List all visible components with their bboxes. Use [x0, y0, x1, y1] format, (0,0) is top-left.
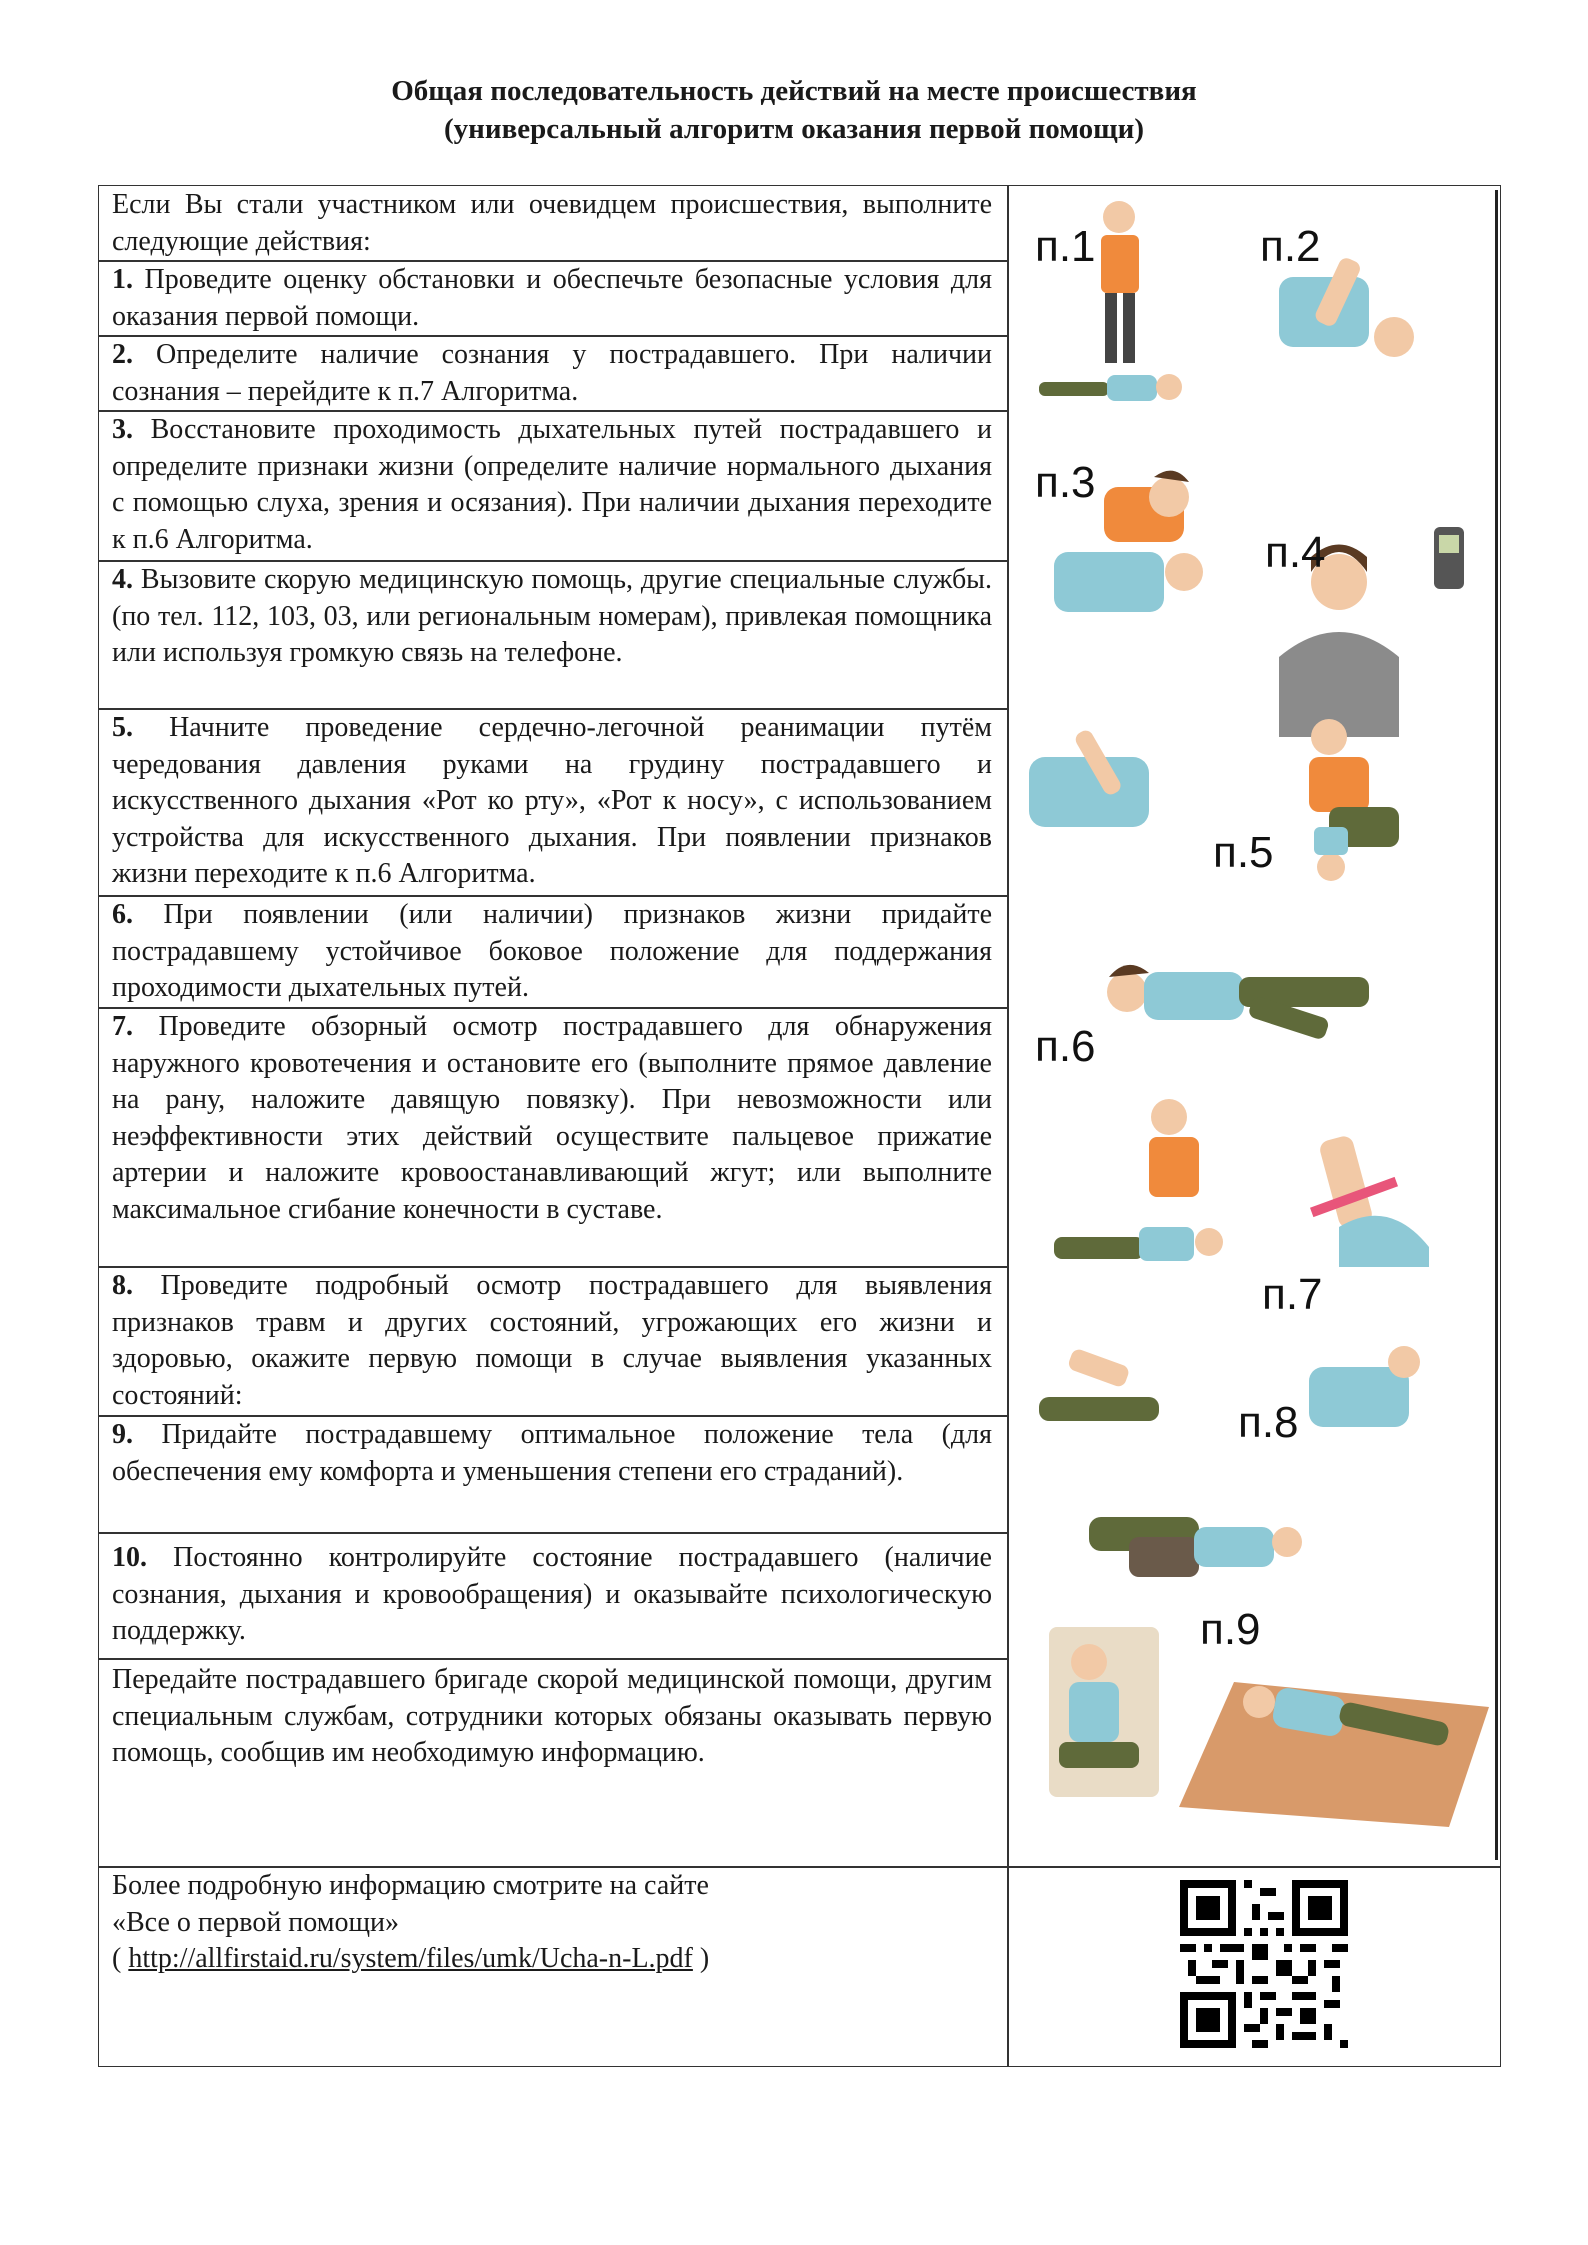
step-text: Постоянно контролируйте состояние пострадавшего (наличие сознания, дыхания и кровообращения) и оказывайте психологическую поддержку. — [112, 1542, 992, 1646]
step-text: При появлении (или наличии) признаков жизни придайте пострадавшему устойчивое боковое положение для поддержания проходимости дыхательных путей. — [112, 899, 992, 1003]
step-10 — [112, 1540, 992, 1650]
step-number: 6. — [112, 899, 133, 930]
step-3 — [112, 412, 992, 558]
picture-label-3: п.3 — [1035, 458, 1096, 507]
picture-label-2: п.2 — [1260, 222, 1321, 271]
more-info-line-1: Более подробную информацию смотрите на сайте — [112, 1870, 709, 1901]
page-title — [0, 72, 1588, 148]
step-text: Вызовите скорую медицинскую помощь, другие специальные службы. (по тел. 112, 103, 03, или региональным номерам), привлекая помощника или используя громкую связь на телефоне. — [112, 564, 992, 668]
step-text: Проведите обзорный осмотр пострадавшего для обнаружения наружного кровотечения и остановите его (выполните прямое давление на рану, наложите давящую повязку). При невозможности или неэффективности этих действий осуществите пальцевое прижатие артерии и наложите кровоостанавливающий жгут; или выполните максимальное сгибание конечности в суставе. — [112, 1011, 992, 1225]
page-title-line-2: (универсальный алгоритм оказания первой помощи) — [444, 113, 1144, 145]
step-7 — [112, 1009, 992, 1228]
step-number: 4. — [112, 564, 133, 595]
step-text: Определите наличие сознания у пострадавшего. При наличии сознания – перейдите к п.7 Алгоритма. — [112, 339, 992, 407]
step-number: 5. — [112, 712, 133, 743]
person-figure-illustration — [1054, 1099, 1429, 1267]
step-number: 2. — [112, 339, 133, 370]
step-number: 8. — [112, 1270, 133, 1301]
picture-label-1: п.1 — [1035, 222, 1096, 271]
picture-label-7: п.7 — [1262, 1270, 1323, 1319]
more-info-line-3 — [112, 1941, 992, 1978]
person-figure-illustration — [1049, 1517, 1489, 1827]
step-2 — [112, 337, 992, 410]
more-info — [112, 1868, 992, 1978]
picture-label-6: п.6 — [1035, 1022, 1096, 1071]
more-info-line-2: «Все о первой помощи» — [112, 1906, 400, 1938]
row-divider — [98, 1532, 1007, 1534]
step-text: Проведите подробный осмотр пострадавшего для выявления признаков травм и других состояний, угрожающих его жизни и здоровью, окажите первую помощи в случае выявления указанных состояний: — [112, 1270, 992, 1411]
step-1 — [112, 262, 992, 335]
step-4 — [112, 562, 992, 672]
step-text: Начните проведение сердечно-легочной реанимации путём чередования давления руками на грудину пострадавшего и искусственного дыхания «Рот ко рту», «Рот к носу», с использованием устройства для искусственного дыхания. При появлении признаков жизни переходите к п.6 Алгоритма. — [112, 712, 992, 889]
row-divider — [98, 1658, 1007, 1660]
person-figure-illustration — [1039, 1346, 1420, 1427]
step-number: 9. — [112, 1419, 133, 1450]
person-figure-illustration — [1107, 965, 1369, 1041]
picture-label-5: п.5 — [1213, 828, 1274, 877]
page-title-line-1: Общая последовательность действий на месте происшествия — [391, 75, 1197, 107]
picture-label-9: п.9 — [1200, 1605, 1261, 1654]
step-text: Придайте пострадавшему оптимальное положение тела (для обеспечения ему комфорта и уменьшения степени его страданий). — [112, 1419, 992, 1487]
website-link[interactable]: http://allfirstaid.ru/system/files/umk/Ucha-n-L.pdf — [128, 1943, 693, 1974]
step-number: 3. — [112, 414, 133, 445]
qr-code[interactable] — [1180, 1880, 1348, 2048]
step-number: 1. — [112, 264, 133, 295]
paren-open: ( — [112, 1943, 129, 1974]
step-8 — [112, 1268, 992, 1414]
step-number: 10. — [112, 1542, 147, 1573]
handover-text: Передайте пострадавшего бригаде скорой медицинской помощи, другим специальным службам, сотрудники которых обязаны оказывать первую помощь, сообщив им необходимую информацию. — [112, 1664, 992, 1768]
picture-label-8: п.8 — [1238, 1398, 1299, 1447]
intro-text: Если Вы стали участником или очевидцем происшествия, выполните следующие действия: — [112, 189, 992, 257]
step-number: 7. — [112, 1011, 133, 1042]
step-text: Восстановите проходимость дыхательных путей пострадавшего и определите признаки жизни (определите наличие нормального дыхания с помощью слуха, зрения и осязания). При наличии дыхания переходите к п.6 Алгоритма. — [112, 414, 992, 555]
step-text: Проведите оценку обстановки и обеспечьте безопасные условия для оказания первой помощи. — [112, 264, 992, 332]
paren-close: ) — [692, 1943, 710, 1974]
step-5 — [112, 710, 992, 893]
step-6 — [112, 897, 992, 1007]
picture-label-4: п.4 — [1265, 528, 1326, 577]
step-9 — [112, 1417, 992, 1490]
